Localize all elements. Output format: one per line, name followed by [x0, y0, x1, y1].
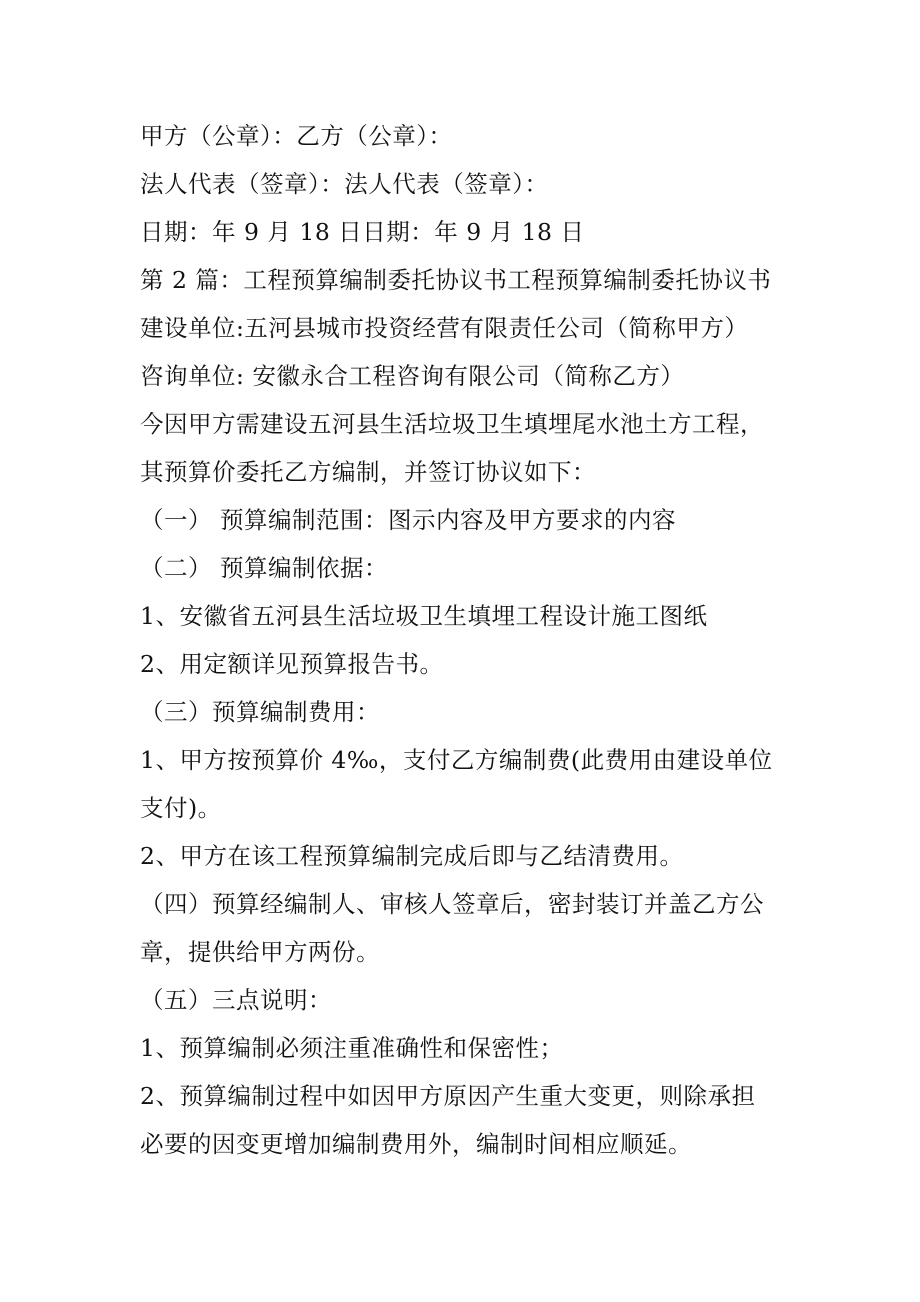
- clause-item-continuation: 必要的因变更增加编制费用外，编制时间相应顺延。: [140, 1130, 692, 1158]
- clause-item: 1、甲方按预算价 4‰，支付乙方编制费(此费用由建设单位: [140, 746, 773, 774]
- clause-item: 2、预算编制过程中如因甲方原因产生重大变更，则除承担: [140, 1082, 756, 1110]
- clause-heading: （四）预算经编制人、审核人签章后，密封装订并盖乙方公: [140, 890, 764, 918]
- section-title: 第 2 篇：工程预算编制委托协议书工程预算编制委托协议书: [140, 266, 772, 294]
- clause-item: 1、预算编制必须注重准确性和保密性；: [140, 1034, 564, 1062]
- clause-heading: （一） 预算编制范围：图示内容及甲方要求的内容: [140, 506, 676, 534]
- clause-item-continuation: 支付)。: [140, 794, 222, 822]
- signature-line-seal: 甲方（公章）：乙方（公章）：: [140, 122, 453, 150]
- clause-heading: （五）三点说明：: [140, 986, 332, 1014]
- clause-heading-continuation: 章，提供给甲方两份。: [140, 938, 380, 966]
- paragraph-line: 其预算价委托乙方编制，并签订协议如下：: [140, 458, 596, 486]
- clause-item: 2、甲方在该工程预算编制完成后即与乙结清费用。: [140, 842, 684, 870]
- signature-line-date: 日期：年 9 月 18 日日期：年 9 月 18 日: [140, 218, 585, 246]
- party-b-line: 咨询单位: 安徽永合工程咨询有限公司（简称乙方）: [140, 362, 685, 390]
- party-a-line: 建设单位:五河县城市投资经营有限责任公司（简称甲方）: [140, 314, 749, 342]
- paragraph-line: 今因甲方需建设五河县生活垃圾卫生填埋尾水池土方工程，: [140, 410, 764, 438]
- clause-heading: （三）预算编制费用：: [140, 698, 380, 726]
- clause-item: 2、用定额详见预算报告书。: [140, 650, 444, 678]
- document-body: [140, 112, 790, 1168]
- clause-heading: （二） 预算编制依据：: [140, 554, 388, 582]
- clause-item: 1、安徽省五河县生活垃圾卫生填埋工程设计施工图纸: [140, 602, 708, 630]
- signature-line-representative: 法人代表（签章）：法人代表（签章）：: [140, 170, 549, 198]
